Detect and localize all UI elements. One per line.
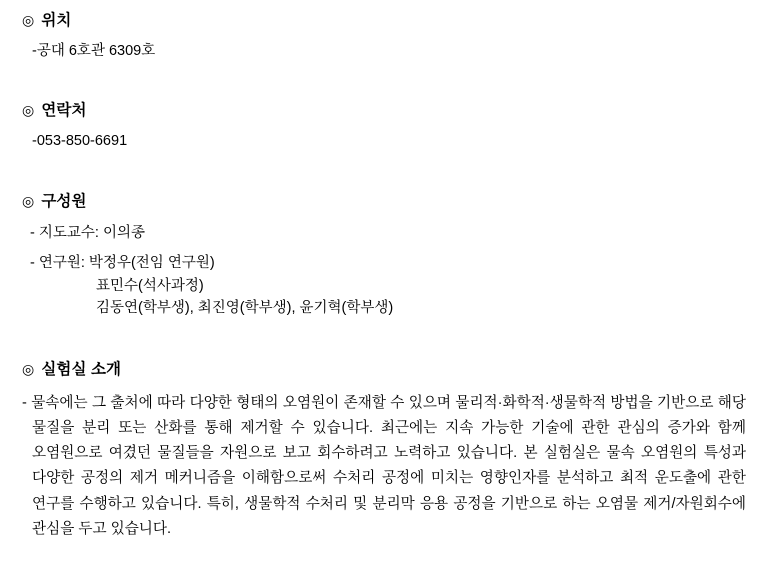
section-members-heading bbox=[22, 191, 746, 213]
section-members bbox=[22, 191, 746, 320]
spacer bbox=[22, 153, 746, 191]
section-location-line: -공대 6호관 6309호 bbox=[32, 42, 156, 59]
circle-bullet-icon: ◎ bbox=[22, 192, 35, 209]
member-advisor: - 지도교수: 이의종 bbox=[30, 224, 145, 241]
circle-bullet-icon: ◎ bbox=[22, 12, 35, 28]
section-contact-heading bbox=[22, 100, 746, 122]
spacer bbox=[22, 319, 746, 359]
member-master-student: 표민수(석사과정) bbox=[96, 277, 204, 294]
circle-bullet-icon: ◎ bbox=[22, 102, 35, 119]
section-contact bbox=[22, 100, 746, 152]
member-undergraduates: 김동연(학부생), 최진영(학부생), 윤기혁(학부생) bbox=[96, 299, 394, 316]
member-researcher: - 연구원: 박정우(전임 연구원) bbox=[30, 255, 215, 272]
section-lab-intro-heading bbox=[22, 359, 746, 381]
section-location bbox=[22, 10, 746, 62]
spacer bbox=[22, 244, 746, 252]
section-lab-intro-paragraph: - 물속에는 그 출처에 따라 다양한 형태의 오염원이 존재할 수 있으며 물리적·화학적·생물학적 방법을 기반으로 해당 물질을 분리 또는 산화를 통해 제거할 수 있습니다. 최근에는 지속 가능한 기술에 관한 관심의 증가와 함께 오염원으로 여겼던 물질들을 자원으로 보고 회수하려고 노력하고 있습니다. 본 실험실은 물속 오염원의 특성과 다양한 공정의 제거 메커니즘을 이해함으로써 수처리 공정에 미치는 영향인자를 분석하고 최적 운도출에 관한 연구를 수행하고 있습니다. 특히, 생물학적 수처리 및 분리막 응용 공정을 기반으로 하는 오염물 제거/자원회수에 관심을 두고 있습니다. bbox=[22, 395, 746, 537]
section-location-title: 위치 bbox=[41, 12, 72, 29]
section-lab-intro-title: 실험실 소개 bbox=[41, 361, 122, 379]
section-members-title: 구성원 bbox=[41, 192, 87, 210]
section-contact-phone: -053-850-6691 bbox=[32, 133, 128, 150]
section-lab-intro bbox=[22, 359, 746, 541]
section-location-heading bbox=[22, 10, 746, 32]
section-contact-title: 연락처 bbox=[41, 102, 87, 120]
circle-bullet-icon: ◎ bbox=[22, 361, 35, 378]
section-members-body bbox=[22, 222, 746, 320]
spacer bbox=[22, 62, 746, 100]
